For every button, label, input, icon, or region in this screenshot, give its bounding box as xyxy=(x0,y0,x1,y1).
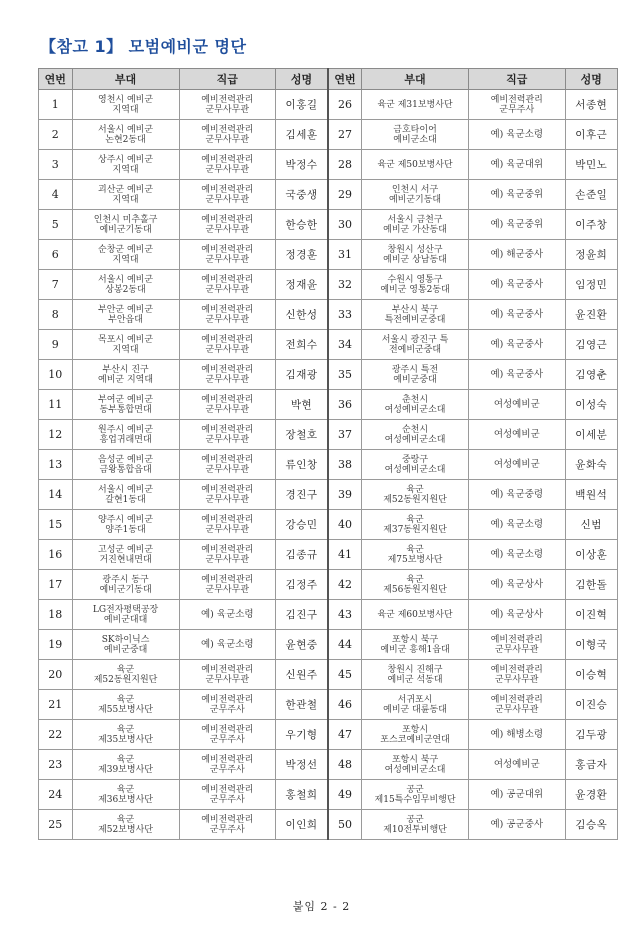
table-row xyxy=(39,630,618,660)
row-unit: 육군 제39보병사단 xyxy=(72,750,179,780)
row-name: 신원주 xyxy=(276,660,328,690)
header-name: 성명 xyxy=(276,69,328,90)
row-name: 임정민 xyxy=(565,270,617,300)
table-row xyxy=(39,330,618,360)
row-rank: 예비전력관리 군무사무관 xyxy=(179,210,276,240)
row-rank: 예비전력관리 군무사무관 xyxy=(179,300,276,330)
row-name: 이세분 xyxy=(565,420,617,450)
row-rank: 예비전력관리 군무사무관 xyxy=(179,450,276,480)
table-row xyxy=(39,300,618,330)
row-rank: 예) 육군중령 xyxy=(469,480,566,510)
row-no: 16 xyxy=(39,540,73,570)
row-name: 이인희 xyxy=(276,810,328,840)
row-no: 2 xyxy=(39,120,73,150)
table-row xyxy=(39,270,618,300)
row-name: 류인창 xyxy=(276,450,328,480)
header-unit: 부대 xyxy=(362,69,469,90)
row-unit: 서울시 금천구 예비군 가산동대 xyxy=(362,210,469,240)
row-rank: 예비전력관리 군무사무관 xyxy=(179,390,276,420)
table-row xyxy=(39,180,618,210)
row-name: 정경훈 xyxy=(276,240,328,270)
row-no: 44 xyxy=(328,630,362,660)
row-unit: 순창군 예비군 지역대 xyxy=(72,240,179,270)
table-header-row xyxy=(39,69,618,90)
row-rank: 예비전력관리 군무사무관 xyxy=(179,570,276,600)
row-no: 22 xyxy=(39,720,73,750)
row-name: 김세훈 xyxy=(276,120,328,150)
row-name: 김한돌 xyxy=(565,570,617,600)
row-unit: 육군 제52동원지원단 xyxy=(72,660,179,690)
row-no: 3 xyxy=(39,150,73,180)
table-row xyxy=(39,510,618,540)
row-rank: 예) 육군상사 xyxy=(469,570,566,600)
row-rank: 예비전력관리 군무사무관 xyxy=(469,630,566,660)
row-unit: 포항시 포스코예비군연대 xyxy=(362,720,469,750)
row-no: 21 xyxy=(39,690,73,720)
row-no: 47 xyxy=(328,720,362,750)
row-no: 31 xyxy=(328,240,362,270)
row-name: 홍철희 xyxy=(276,780,328,810)
row-name: 서종현 xyxy=(565,90,617,120)
row-unit: 인천시 서구 예비군기동대 xyxy=(362,180,469,210)
row-no: 50 xyxy=(328,810,362,840)
row-name: 이진승 xyxy=(565,690,617,720)
row-rank: 예) 공군중사 xyxy=(469,810,566,840)
row-name: 홍금자 xyxy=(565,750,617,780)
row-unit: 영천시 예비군 지역대 xyxy=(72,90,179,120)
row-rank: 여성예비군 xyxy=(469,750,566,780)
row-unit: 서울시 예비군 갈현1동대 xyxy=(72,480,179,510)
row-unit: 괴산군 예비군 지역대 xyxy=(72,180,179,210)
row-name: 박민노 xyxy=(565,150,617,180)
header-no: 연번 xyxy=(328,69,362,90)
row-no: 14 xyxy=(39,480,73,510)
row-rank: 예) 육군소령 xyxy=(469,120,566,150)
row-no: 32 xyxy=(328,270,362,300)
row-rank: 예비전력관리 군무사무관 xyxy=(469,660,566,690)
row-name: 강승민 xyxy=(276,510,328,540)
row-unit: 육군 제35보병사단 xyxy=(72,720,179,750)
row-rank: 예비전력관리 군무사무관 xyxy=(179,240,276,270)
row-name: 윤화숙 xyxy=(565,450,617,480)
row-name: 이성숙 xyxy=(565,390,617,420)
header-name: 성명 xyxy=(565,69,617,90)
table-row xyxy=(39,720,618,750)
row-unit: 부안군 예비군 부안읍대 xyxy=(72,300,179,330)
row-rank: 예) 육군소령 xyxy=(179,630,276,660)
row-no: 20 xyxy=(39,660,73,690)
row-no: 18 xyxy=(39,600,73,630)
row-rank: 예비전력관리 군무주사 xyxy=(179,690,276,720)
row-name: 김진구 xyxy=(276,600,328,630)
row-name: 이후근 xyxy=(565,120,617,150)
row-rank: 예비전력관리 군무주사 xyxy=(179,720,276,750)
row-name: 장철호 xyxy=(276,420,328,450)
row-unit: 서귀포시 예비군 대륜동대 xyxy=(362,690,469,720)
table-row xyxy=(39,570,618,600)
row-name: 손준일 xyxy=(565,180,617,210)
row-no: 45 xyxy=(328,660,362,690)
row-no: 8 xyxy=(39,300,73,330)
row-no: 19 xyxy=(39,630,73,660)
row-rank: 예비전력관리 군무사무관 xyxy=(179,480,276,510)
row-unit: 포항시 북구 여성예비군소대 xyxy=(362,750,469,780)
row-name: 우기형 xyxy=(276,720,328,750)
row-name: 신범 xyxy=(565,510,617,540)
row-unit: 육군 제36보병사단 xyxy=(72,780,179,810)
row-name: 김정주 xyxy=(276,570,328,600)
table-row xyxy=(39,750,618,780)
honor-roll-table-container xyxy=(38,68,618,840)
row-rank: 예비전력관리 군무사무관 xyxy=(179,420,276,450)
row-unit: 창원시 성산구 예비군 상남동대 xyxy=(362,240,469,270)
row-name: 박정수 xyxy=(276,150,328,180)
row-no: 13 xyxy=(39,450,73,480)
row-name: 전희수 xyxy=(276,330,328,360)
row-no: 7 xyxy=(39,270,73,300)
row-no: 35 xyxy=(328,360,362,390)
row-no: 27 xyxy=(328,120,362,150)
row-rank: 예) 육군중사 xyxy=(469,330,566,360)
row-rank: 예비전력관리 군무사무관 xyxy=(179,90,276,120)
row-rank: 예비전력관리 군무주사 xyxy=(179,780,276,810)
row-no: 17 xyxy=(39,570,73,600)
row-rank: 예) 육군소령 xyxy=(179,600,276,630)
row-no: 10 xyxy=(39,360,73,390)
header-rank: 직급 xyxy=(179,69,276,90)
row-unit: 중랑구 여성예비군소대 xyxy=(362,450,469,480)
row-unit: 양주시 예비군 양주1동대 xyxy=(72,510,179,540)
row-unit: 육군 제50보병사단 xyxy=(362,150,469,180)
row-no: 46 xyxy=(328,690,362,720)
table-body xyxy=(39,90,618,840)
row-name: 박현 xyxy=(276,390,328,420)
table-row xyxy=(39,120,618,150)
row-name: 한승한 xyxy=(276,210,328,240)
row-unit: 인천시 미추홀구 예비군기동대 xyxy=(72,210,179,240)
honor-roll-table xyxy=(38,68,618,840)
row-unit: 부산시 북구 특전예비군중대 xyxy=(362,300,469,330)
row-name: 이상훈 xyxy=(565,540,617,570)
row-name: 한관철 xyxy=(276,690,328,720)
row-name: 윤진환 xyxy=(565,300,617,330)
table-row xyxy=(39,810,618,840)
row-name: 이홍길 xyxy=(276,90,328,120)
row-rank: 예비전력관리 군무주사 xyxy=(179,810,276,840)
row-rank: 예) 육군중위 xyxy=(469,210,566,240)
row-no: 24 xyxy=(39,780,73,810)
row-unit: 포항시 북구 예비군 흥해1읍대 xyxy=(362,630,469,660)
row-rank: 예) 육군중사 xyxy=(469,360,566,390)
row-no: 48 xyxy=(328,750,362,780)
row-unit: 육군 제56동원지원단 xyxy=(362,570,469,600)
row-no: 37 xyxy=(328,420,362,450)
row-no: 34 xyxy=(328,330,362,360)
table-row xyxy=(39,450,618,480)
row-rank: 예) 공군대위 xyxy=(469,780,566,810)
row-rank: 예) 육군상사 xyxy=(469,600,566,630)
row-rank: 예비전력관리 군무사무관 xyxy=(179,660,276,690)
row-unit: 육군 제52동원지원단 xyxy=(362,480,469,510)
row-rank: 여성예비군 xyxy=(469,420,566,450)
row-unit: 고성군 예비군 거진현내면대 xyxy=(72,540,179,570)
header-no: 연번 xyxy=(39,69,73,90)
table-row xyxy=(39,90,618,120)
row-no: 41 xyxy=(328,540,362,570)
row-rank: 예) 육군소령 xyxy=(469,510,566,540)
row-name: 윤현중 xyxy=(276,630,328,660)
row-unit: 서울시 예비군 논현2동대 xyxy=(72,120,179,150)
row-rank: 예비전력관리 군무사무관 xyxy=(179,180,276,210)
row-no: 1 xyxy=(39,90,73,120)
row-unit: 부여군 예비군 동부통합면대 xyxy=(72,390,179,420)
row-unit: 순천시 여성예비군소대 xyxy=(362,420,469,450)
row-unit: SK하이닉스 예비군중대 xyxy=(72,630,179,660)
row-no: 40 xyxy=(328,510,362,540)
row-unit: 육군 제55보병사단 xyxy=(72,690,179,720)
row-no: 42 xyxy=(328,570,362,600)
row-unit: 목포시 예비군 지역대 xyxy=(72,330,179,360)
row-rank: 예) 육군중사 xyxy=(469,270,566,300)
header-rank: 직급 xyxy=(469,69,566,90)
row-no: 26 xyxy=(328,90,362,120)
row-name: 이승혁 xyxy=(565,660,617,690)
row-rank: 예비전력관리 군무사무관 xyxy=(179,360,276,390)
row-no: 39 xyxy=(328,480,362,510)
row-rank: 예) 육군소령 xyxy=(469,540,566,570)
row-rank: 예) 해병소령 xyxy=(469,720,566,750)
table-row xyxy=(39,660,618,690)
row-rank: 여성예비군 xyxy=(469,450,566,480)
row-name: 정윤희 xyxy=(565,240,617,270)
row-unit: 광주시 특전 예비군중대 xyxy=(362,360,469,390)
row-no: 49 xyxy=(328,780,362,810)
row-name: 백원석 xyxy=(565,480,617,510)
row-unit: 서울시 광진구 특 전예비군중대 xyxy=(362,330,469,360)
row-name: 박정선 xyxy=(276,750,328,780)
row-no: 33 xyxy=(328,300,362,330)
page-footer: 붙임 2 - 2 xyxy=(292,900,351,913)
table-row xyxy=(39,150,618,180)
row-name: 김두광 xyxy=(565,720,617,750)
table-row xyxy=(39,540,618,570)
row-no: 25 xyxy=(39,810,73,840)
table-row xyxy=(39,780,618,810)
table-row xyxy=(39,390,618,420)
row-unit: 부산시 진구 예비군 지역대 xyxy=(72,360,179,390)
row-rank: 예비전력관리 군무사무관 xyxy=(179,330,276,360)
row-no: 15 xyxy=(39,510,73,540)
row-rank: 예비전력관리 군무사무관 xyxy=(179,270,276,300)
row-no: 36 xyxy=(328,390,362,420)
row-unit: 서울시 예비군 상봉2동대 xyxy=(72,270,179,300)
row-rank: 예) 육군중사 xyxy=(469,300,566,330)
row-no: 23 xyxy=(39,750,73,780)
row-no: 4 xyxy=(39,180,73,210)
row-name: 정재윤 xyxy=(276,270,328,300)
table-row xyxy=(39,420,618,450)
table-row xyxy=(39,480,618,510)
row-rank: 여성예비군 xyxy=(469,390,566,420)
row-rank: 예비전력관리 군무사무관 xyxy=(179,120,276,150)
table-row xyxy=(39,360,618,390)
row-unit: 원주시 예비군 흥업귀래면대 xyxy=(72,420,179,450)
page-title: 【참고 1】 모범예비군 명단 xyxy=(40,37,247,56)
row-name: 윤경환 xyxy=(565,780,617,810)
row-name: 경진구 xyxy=(276,480,328,510)
row-no: 11 xyxy=(39,390,73,420)
row-unit: LG전자평택공장 예비군대대 xyxy=(72,600,179,630)
row-unit: 공군 제10전투비행단 xyxy=(362,810,469,840)
row-unit: 육군 제31보병사단 xyxy=(362,90,469,120)
row-name: 김영근 xyxy=(565,330,617,360)
row-no: 28 xyxy=(328,150,362,180)
row-no: 6 xyxy=(39,240,73,270)
row-name: 김재광 xyxy=(276,360,328,390)
row-no: 5 xyxy=(39,210,73,240)
row-rank: 예비전력관리 군무주사 xyxy=(469,90,566,120)
row-rank: 예비전력관리 군무사무관 xyxy=(469,690,566,720)
row-unit: 춘천시 여성예비군소대 xyxy=(362,390,469,420)
row-unit: 음성군 예비군 금왕통합읍대 xyxy=(72,450,179,480)
row-unit: 육군 제75보병사단 xyxy=(362,540,469,570)
table-row xyxy=(39,690,618,720)
row-no: 38 xyxy=(328,450,362,480)
row-no: 43 xyxy=(328,600,362,630)
row-rank: 예비전력관리 군무사무관 xyxy=(179,150,276,180)
row-rank: 예) 해군중사 xyxy=(469,240,566,270)
row-rank: 예비전력관리 군무사무관 xyxy=(179,540,276,570)
row-unit: 광주시 동구 예비군기동대 xyxy=(72,570,179,600)
row-name: 국중생 xyxy=(276,180,328,210)
row-name: 김종규 xyxy=(276,540,328,570)
row-rank: 예) 육군대위 xyxy=(469,150,566,180)
row-no: 9 xyxy=(39,330,73,360)
row-unit: 상주시 예비군 지역대 xyxy=(72,150,179,180)
row-no: 12 xyxy=(39,420,73,450)
row-rank: 예비전력관리 군무사무관 xyxy=(179,510,276,540)
row-name: 김승옥 xyxy=(565,810,617,840)
row-name: 이진혁 xyxy=(565,600,617,630)
row-no: 29 xyxy=(328,180,362,210)
row-no: 30 xyxy=(328,210,362,240)
table-row xyxy=(39,210,618,240)
row-unit: 공군 제15특수임무비행단 xyxy=(362,780,469,810)
row-name: 이형국 xyxy=(565,630,617,660)
row-name: 신한성 xyxy=(276,300,328,330)
row-rank: 예비전력관리 군무주사 xyxy=(179,750,276,780)
row-name: 이주창 xyxy=(565,210,617,240)
row-unit: 수원시 영통구 예비군 영통2동대 xyxy=(362,270,469,300)
row-name: 김영춘 xyxy=(565,360,617,390)
table-row xyxy=(39,240,618,270)
table-row xyxy=(39,600,618,630)
row-unit: 육군 제37동원지원단 xyxy=(362,510,469,540)
header-unit: 부대 xyxy=(72,69,179,90)
row-unit: 육군 제60보병사단 xyxy=(362,600,469,630)
row-unit: 육군 제52보병사단 xyxy=(72,810,179,840)
row-rank: 예) 육군중위 xyxy=(469,180,566,210)
row-unit: 창원시 진해구 예비군 석동대 xyxy=(362,660,469,690)
row-unit: 금호타이어 예비군소대 xyxy=(362,120,469,150)
